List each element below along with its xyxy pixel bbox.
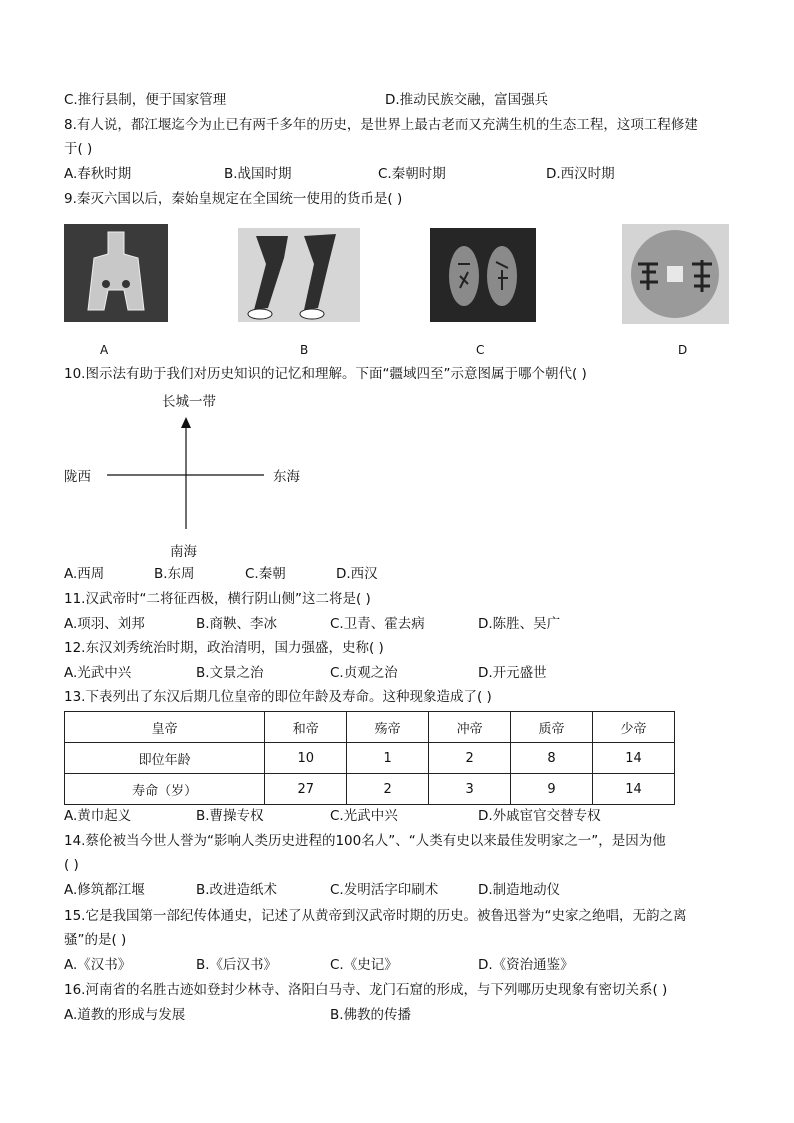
q12-option-c: C.贞观之治 bbox=[330, 665, 398, 681]
table-header-cell: 皇帝 bbox=[65, 712, 265, 743]
table-cell: 9 bbox=[511, 774, 593, 805]
territory-diagram bbox=[100, 415, 270, 535]
q11-stem: 11.汉武帝时“二将征西极，横行阴山侧”这二将是( ) bbox=[64, 591, 371, 607]
table-cell: 即位年龄 bbox=[65, 743, 265, 774]
q16-option-b: B.佛教的传播 bbox=[330, 1007, 412, 1023]
q15-option-a: A.《汉书》 bbox=[64, 957, 132, 973]
table-cell: 寿命（岁） bbox=[65, 774, 265, 805]
table-cell: 2 bbox=[429, 743, 511, 774]
ant-nose-coin-icon bbox=[430, 228, 536, 322]
table-header-cell: 殇帝 bbox=[347, 712, 429, 743]
table-row bbox=[65, 743, 675, 774]
table-cell: 14 bbox=[593, 774, 675, 805]
q8-option-a: A.春秋时期 bbox=[64, 166, 132, 182]
q14-option-d: D.制造地动仪 bbox=[478, 882, 561, 898]
q13-option-c: C.光武中兴 bbox=[330, 808, 398, 824]
q15-stem-line2: 骚”的是( ) bbox=[64, 932, 127, 948]
q13-option-d: D.外戚宦官交替专权 bbox=[478, 808, 601, 824]
q8-stem-line1: 8.有人说，都江堰迄今为止已有两千多年的历史，是世界上最古老而又充满生机的生态工程，这项工程修建 bbox=[64, 117, 698, 133]
q11-option-a: A.项羽、刘邦 bbox=[64, 616, 145, 632]
map-label-east: 东海 bbox=[273, 469, 300, 485]
coin-image-c bbox=[430, 228, 536, 322]
q15-option-c: C.《史记》 bbox=[330, 957, 398, 973]
q10-stem: 10.图示法有助于我们对历史知识的记忆和理解。下面“疆域四至”示意图属于哪个朝代( ) bbox=[64, 366, 587, 382]
banliang-coin-icon bbox=[622, 224, 729, 324]
q8-option-c: C.秦朝时期 bbox=[378, 166, 446, 182]
emperor-age-table bbox=[64, 711, 675, 805]
q8-option-d: D.西汉时期 bbox=[546, 166, 615, 182]
table-cell: 8 bbox=[511, 743, 593, 774]
q12-option-a: A.光武中兴 bbox=[64, 665, 132, 681]
q11-option-c: C.卫青、霍去病 bbox=[330, 616, 425, 632]
table-cell: 2 bbox=[347, 774, 429, 805]
table-cell: 27 bbox=[265, 774, 347, 805]
table-row bbox=[65, 774, 675, 805]
map-label-south: 南海 bbox=[170, 544, 197, 560]
q14-option-b: B.改进造纸术 bbox=[196, 882, 278, 898]
q16-stem: 16.河南省的名胜古迹如登封少林寺、洛阳白马寺、龙门石窟的形成，与下列哪历史现象有密切关系( ) bbox=[64, 982, 668, 998]
coin-label-b: B bbox=[300, 343, 309, 357]
q11-option-b: B.商鞅、李冰 bbox=[196, 616, 278, 632]
q15-option-d: D.《资治通鉴》 bbox=[478, 957, 574, 973]
q10-option-c: C.秦朝 bbox=[245, 566, 286, 582]
q13-option-b: B.曹操专权 bbox=[196, 808, 264, 824]
coin-label-a: A bbox=[100, 343, 109, 357]
q10-option-d: D.西汉 bbox=[336, 566, 378, 582]
coin-image-a bbox=[64, 224, 168, 322]
q13-stem: 13.下表列出了东汉后期几位皇帝的即位年龄及寿命。这种现象造成了( ) bbox=[64, 689, 492, 705]
q12-stem: 12.东汉刘秀统治时期，政治清明，国力强盛，史称( ) bbox=[64, 640, 384, 656]
q7-option-d: D.推动民族交融，富国强兵 bbox=[385, 92, 549, 108]
q8-option-b: B.战国时期 bbox=[224, 166, 292, 182]
q12-option-b: B.文景之治 bbox=[196, 665, 264, 681]
q8-stem-line2: 于( ) bbox=[64, 141, 93, 157]
knife-coin-icon bbox=[238, 228, 360, 322]
q12-option-d: D.开元盛世 bbox=[478, 665, 547, 681]
table-header-cell: 和帝 bbox=[265, 712, 347, 743]
q11-option-d: D.陈胜、吴广 bbox=[478, 616, 561, 632]
table-header-cell: 冲帝 bbox=[429, 712, 511, 743]
coin-image-b bbox=[238, 228, 360, 322]
spade-coin-icon bbox=[64, 224, 168, 322]
q14-stem-line2: ( ) bbox=[64, 857, 79, 873]
q13-option-a: A.黄巾起义 bbox=[64, 808, 132, 824]
table-header-cell: 少帝 bbox=[593, 712, 675, 743]
table-header-row bbox=[65, 712, 675, 743]
q14-option-c: C.发明活字印刷术 bbox=[330, 882, 439, 898]
coin-image-d bbox=[622, 224, 729, 324]
map-label-west: 陇西 bbox=[64, 469, 91, 485]
q14-stem-line1: 14.蔡伦被当今世人誉为“影响人类历史进程的100名人”、“人类有史以来最佳发明家之一”，是因为他 bbox=[64, 833, 666, 849]
q10-option-b: B.东周 bbox=[154, 566, 195, 582]
q15-stem-line1: 15.它是我国第一部纪传体通史，记述了从黄帝到汉武帝时期的历史。被鲁迅誉为“史家之绝唱，无韵之离 bbox=[64, 908, 687, 924]
q10-option-a: A.西周 bbox=[64, 566, 105, 582]
coin-label-c: C bbox=[476, 343, 485, 357]
table-header-cell: 质帝 bbox=[511, 712, 593, 743]
q16-option-a: A.道教的形成与发展 bbox=[64, 1007, 186, 1023]
coin-label-d: D bbox=[678, 343, 688, 357]
map-label-north: 长城一带 bbox=[162, 394, 216, 410]
table-cell: 10 bbox=[265, 743, 347, 774]
north-arrow-icon bbox=[181, 417, 191, 428]
table-cell: 3 bbox=[429, 774, 511, 805]
table-cell: 14 bbox=[593, 743, 675, 774]
q9-stem: 9.秦灭六国以后，秦始皇规定在全国统一使用的货币是( ) bbox=[64, 191, 403, 207]
q14-option-a: A.修筑都江堰 bbox=[64, 882, 145, 898]
q15-option-b: B.《后汉书》 bbox=[196, 957, 278, 973]
table-cell: 1 bbox=[347, 743, 429, 774]
q7-option-c: C.推行县制，便于国家管理 bbox=[64, 92, 227, 108]
